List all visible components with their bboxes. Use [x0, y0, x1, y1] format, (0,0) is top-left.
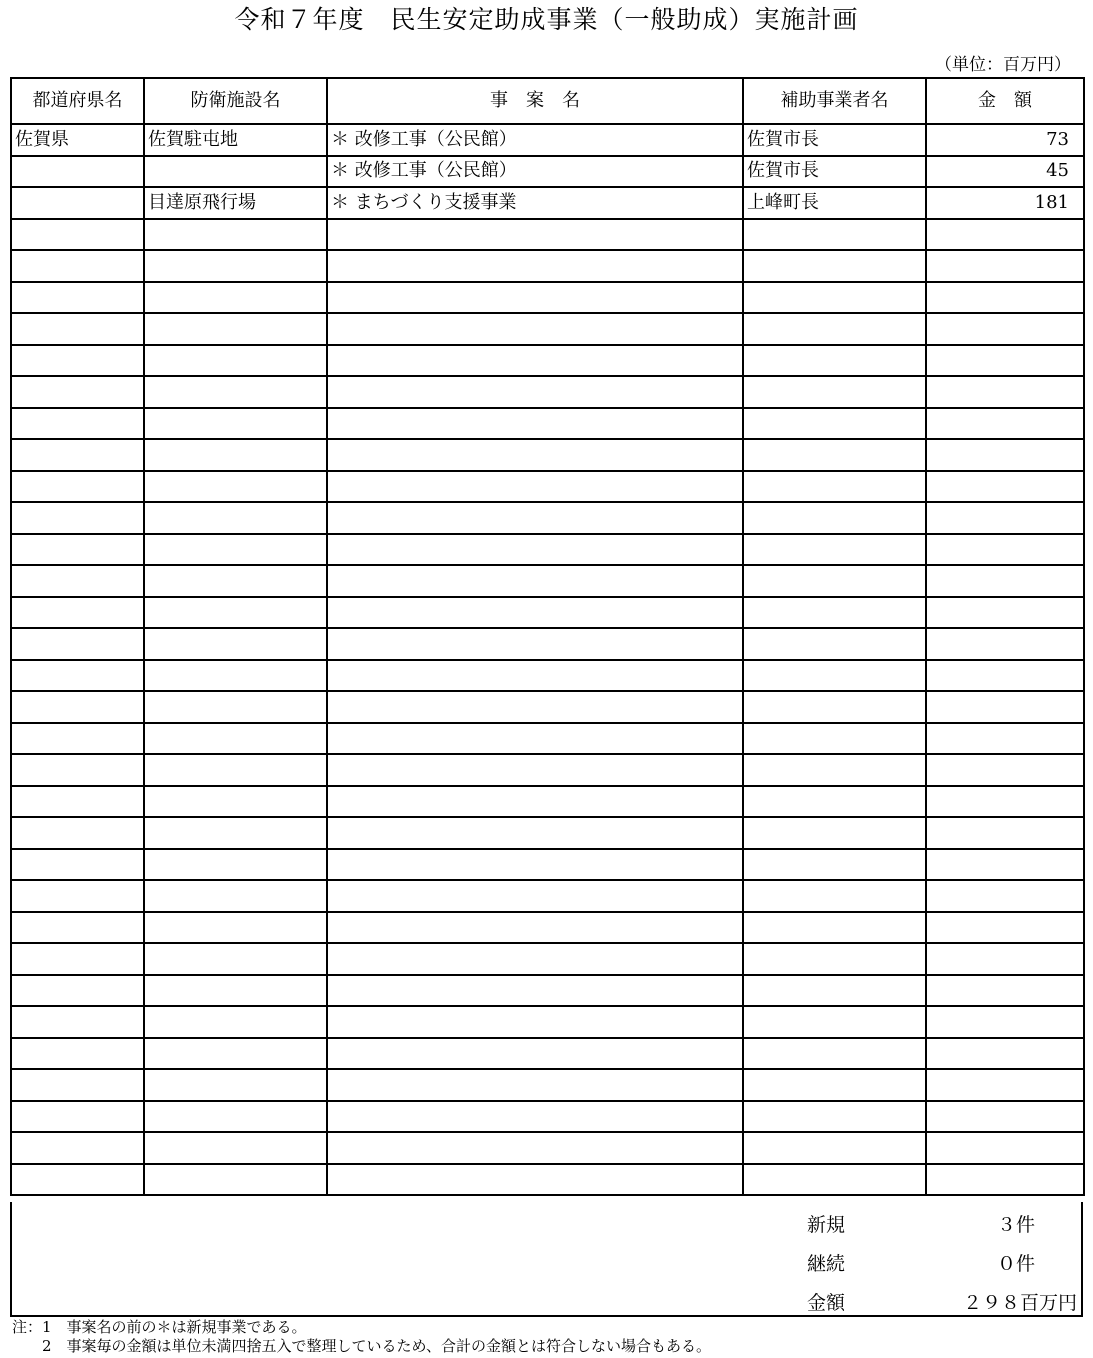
- empty-table-row: [11, 1101, 1084, 1133]
- empty-cell: [743, 880, 926, 912]
- empty-cell: [11, 849, 144, 881]
- footnote-2: 2 事案毎の金額は単位未満四捨五入で整理しているため、合計の金額とは符合しない場合もある。: [12, 1337, 711, 1355]
- empty-table-row: [11, 849, 1084, 881]
- empty-table-row: [11, 1006, 1084, 1038]
- empty-cell: [144, 439, 327, 471]
- empty-cell: [11, 439, 144, 471]
- header-facility: 防衛施設名: [144, 78, 327, 124]
- empty-cell: [327, 219, 743, 251]
- summary-new-value: ３件: [996, 1214, 1035, 1236]
- empty-cell: [926, 912, 1084, 944]
- cell-prefecture: 佐賀県: [11, 124, 144, 156]
- empty-cell: [327, 849, 743, 881]
- empty-cell: [11, 313, 144, 345]
- empty-cell: [743, 471, 926, 503]
- empty-cell: [743, 1164, 926, 1196]
- empty-cell: [743, 1132, 926, 1164]
- cell-facility: 目達原飛行場: [144, 187, 327, 219]
- cell-project: ＊ 改修工事（公民館）: [327, 156, 743, 188]
- empty-cell: [743, 1069, 926, 1101]
- empty-cell: [926, 282, 1084, 314]
- empty-cell: [743, 219, 926, 251]
- empty-cell: [327, 1038, 743, 1070]
- empty-cell: [11, 1069, 144, 1101]
- empty-table-row: [11, 943, 1084, 975]
- empty-cell: [743, 660, 926, 692]
- cell-operator: 佐賀市長: [743, 156, 926, 188]
- empty-cell: [926, 1069, 1084, 1101]
- empty-cell: [11, 471, 144, 503]
- empty-cell: [926, 250, 1084, 282]
- cell-amount: 181: [926, 187, 1084, 219]
- empty-cell: [327, 786, 743, 818]
- cell-prefecture: [11, 187, 144, 219]
- empty-cell: [327, 943, 743, 975]
- cell-project: ＊ まちづくり支援事業: [327, 187, 743, 219]
- empty-cell: [327, 376, 743, 408]
- empty-table-row: [11, 502, 1084, 534]
- empty-cell: [926, 565, 1084, 597]
- empty-cell: [327, 754, 743, 786]
- empty-cell: [926, 1132, 1084, 1164]
- empty-cell: [11, 502, 144, 534]
- empty-cell: [926, 628, 1084, 660]
- empty-cell: [327, 408, 743, 440]
- cell-amount: 45: [926, 156, 1084, 188]
- empty-cell: [144, 250, 327, 282]
- empty-cell: [743, 1038, 926, 1070]
- empty-cell: [327, 250, 743, 282]
- empty-cell: [11, 660, 144, 692]
- page-title: 令和７年度 民生安定助成事業（一般助成）実施計画: [234, 5, 859, 34]
- empty-cell: [743, 723, 926, 755]
- empty-cell: [144, 313, 327, 345]
- empty-cell: [144, 282, 327, 314]
- empty-cell: [144, 723, 327, 755]
- empty-cell: [926, 219, 1084, 251]
- empty-cell: [327, 1164, 743, 1196]
- empty-cell: [926, 975, 1084, 1007]
- cell-facility: [144, 156, 327, 188]
- empty-cell: [926, 534, 1084, 566]
- cell-operator: 上峰町長: [743, 187, 926, 219]
- empty-table-row: [11, 597, 1084, 629]
- empty-cell: [926, 723, 1084, 755]
- empty-table-row: [11, 691, 1084, 723]
- empty-cell: [926, 376, 1084, 408]
- cell-facility: 佐賀駐屯地: [144, 124, 327, 156]
- empty-table-row: [11, 1164, 1084, 1196]
- empty-cell: [926, 345, 1084, 377]
- empty-cell: [327, 1132, 743, 1164]
- table-row: [11, 187, 1084, 219]
- empty-cell: [11, 565, 144, 597]
- empty-cell: [327, 345, 743, 377]
- cell-project: ＊ 改修工事（公民館）: [327, 124, 743, 156]
- empty-cell: [144, 565, 327, 597]
- empty-cell: [327, 912, 743, 944]
- empty-table-row: [11, 628, 1084, 660]
- summary-new-row: [12, 1210, 1081, 1240]
- empty-cell: [327, 471, 743, 503]
- empty-cell: [144, 880, 327, 912]
- empty-cell: [11, 345, 144, 377]
- empty-cell: [743, 250, 926, 282]
- empty-cell: [926, 1038, 1084, 1070]
- empty-cell: [144, 1164, 327, 1196]
- empty-cell: [327, 723, 743, 755]
- empty-table-row: [11, 786, 1084, 818]
- empty-cell: [743, 849, 926, 881]
- empty-cell: [11, 880, 144, 912]
- footnotes: [12, 1318, 711, 1356]
- empty-table-row: [11, 1132, 1084, 1164]
- empty-cell: [743, 691, 926, 723]
- empty-cell: [743, 408, 926, 440]
- empty-cell: [327, 597, 743, 629]
- empty-cell: [144, 1038, 327, 1070]
- empty-cell: [11, 534, 144, 566]
- empty-cell: [926, 502, 1084, 534]
- empty-cell: [11, 408, 144, 440]
- empty-table-row: [11, 471, 1084, 503]
- empty-cell: [743, 628, 926, 660]
- empty-cell: [144, 691, 327, 723]
- empty-cell: [327, 817, 743, 849]
- summary-total-row: [12, 1288, 1081, 1318]
- empty-table-row: [11, 660, 1084, 692]
- summary-continued-label: 継続: [807, 1253, 846, 1275]
- header-amount: 金 額: [926, 78, 1084, 124]
- empty-cell: [144, 754, 327, 786]
- empty-cell: [926, 660, 1084, 692]
- empty-cell: [926, 471, 1084, 503]
- empty-cell: [11, 597, 144, 629]
- empty-table-row: [11, 219, 1084, 251]
- cell-operator: 佐賀市長: [743, 124, 926, 156]
- empty-cell: [11, 1101, 144, 1133]
- footnote-1: 注：1 事案名の前の＊は新規事業である。: [12, 1318, 307, 1336]
- empty-cell: [926, 1006, 1084, 1038]
- empty-cell: [144, 849, 327, 881]
- empty-cell: [743, 345, 926, 377]
- empty-cell: [327, 1006, 743, 1038]
- empty-cell: [926, 408, 1084, 440]
- summary-continued-row: [12, 1249, 1081, 1279]
- table-row: [11, 156, 1084, 188]
- empty-table-row: [11, 345, 1084, 377]
- empty-cell: [327, 975, 743, 1007]
- empty-cell: [926, 943, 1084, 975]
- empty-cell: [11, 1164, 144, 1196]
- empty-cell: [11, 1006, 144, 1038]
- empty-cell: [144, 408, 327, 440]
- empty-table-row: [11, 912, 1084, 944]
- header-operator: 補助事業者名: [743, 78, 926, 124]
- cell-prefecture: [11, 156, 144, 188]
- empty-cell: [926, 1164, 1084, 1196]
- empty-cell: [11, 754, 144, 786]
- empty-cell: [144, 1069, 327, 1101]
- empty-table-row: [11, 975, 1084, 1007]
- empty-cell: [743, 754, 926, 786]
- empty-cell: [144, 912, 327, 944]
- empty-table-row: [11, 1038, 1084, 1070]
- empty-cell: [11, 817, 144, 849]
- empty-cell: [743, 817, 926, 849]
- empty-cell: [144, 1006, 327, 1038]
- empty-cell: [327, 880, 743, 912]
- empty-cell: [327, 628, 743, 660]
- empty-cell: [327, 282, 743, 314]
- empty-cell: [11, 628, 144, 660]
- empty-cell: [144, 817, 327, 849]
- empty-cell: [743, 597, 926, 629]
- empty-table-row: [11, 723, 1084, 755]
- empty-cell: [926, 439, 1084, 471]
- empty-table-row: [11, 376, 1084, 408]
- empty-cell: [327, 1101, 743, 1133]
- summary-box: [10, 1202, 1083, 1317]
- cell-amount: 73: [926, 124, 1084, 156]
- empty-cell: [144, 219, 327, 251]
- empty-cell: [327, 534, 743, 566]
- empty-cell: [743, 376, 926, 408]
- empty-cell: [743, 786, 926, 818]
- empty-cell: [743, 912, 926, 944]
- empty-cell: [144, 660, 327, 692]
- empty-cell: [926, 754, 1084, 786]
- empty-table-row: [11, 1069, 1084, 1101]
- empty-cell: [11, 943, 144, 975]
- empty-cell: [144, 597, 327, 629]
- empty-cell: [926, 597, 1084, 629]
- plan-table: [10, 77, 1085, 1196]
- empty-cell: [144, 345, 327, 377]
- empty-cell: [144, 628, 327, 660]
- empty-cell: [144, 471, 327, 503]
- empty-table-row: [11, 282, 1084, 314]
- empty-cell: [144, 1132, 327, 1164]
- empty-cell: [144, 1101, 327, 1133]
- empty-cell: [926, 880, 1084, 912]
- empty-cell: [743, 1101, 926, 1133]
- empty-cell: [11, 786, 144, 818]
- empty-table-row: [11, 754, 1084, 786]
- empty-table-row: [11, 817, 1084, 849]
- empty-table-row: [11, 250, 1084, 282]
- empty-cell: [327, 565, 743, 597]
- header-row: [11, 78, 1084, 124]
- empty-cell: [144, 376, 327, 408]
- summary-new-label: 新規: [807, 1214, 846, 1236]
- empty-cell: [11, 975, 144, 1007]
- empty-cell: [144, 502, 327, 534]
- summary-total-label: 金額: [807, 1292, 846, 1314]
- empty-cell: [743, 534, 926, 566]
- empty-cell: [926, 313, 1084, 345]
- empty-table-row: [11, 880, 1084, 912]
- header-project: 事 案 名: [327, 78, 743, 124]
- empty-cell: [11, 376, 144, 408]
- header-prefecture: 都道府県名: [11, 78, 144, 124]
- empty-cell: [327, 502, 743, 534]
- empty-cell: [144, 534, 327, 566]
- table-row: [11, 124, 1084, 156]
- empty-cell: [327, 691, 743, 723]
- empty-table-row: [11, 313, 1084, 345]
- empty-cell: [743, 975, 926, 1007]
- empty-cell: [926, 1101, 1084, 1133]
- empty-cell: [743, 313, 926, 345]
- empty-table-row: [11, 565, 1084, 597]
- empty-cell: [144, 786, 327, 818]
- empty-cell: [11, 912, 144, 944]
- empty-cell: [327, 1069, 743, 1101]
- empty-cell: [926, 786, 1084, 818]
- summary-total-value: ２９８百万円: [962, 1292, 1077, 1314]
- empty-cell: [11, 691, 144, 723]
- empty-table-row: [11, 408, 1084, 440]
- empty-cell: [926, 849, 1084, 881]
- empty-cell: [743, 943, 926, 975]
- unit-label: （単位：百万円）: [935, 55, 1071, 75]
- empty-cell: [743, 565, 926, 597]
- empty-cell: [743, 1006, 926, 1038]
- empty-cell: [144, 943, 327, 975]
- empty-cell: [11, 1038, 144, 1070]
- empty-cell: [11, 723, 144, 755]
- empty-cell: [11, 219, 144, 251]
- empty-cell: [926, 817, 1084, 849]
- empty-cell: [743, 502, 926, 534]
- empty-cell: [926, 691, 1084, 723]
- empty-cell: [743, 439, 926, 471]
- empty-cell: [11, 1132, 144, 1164]
- empty-cell: [327, 660, 743, 692]
- empty-cell: [327, 439, 743, 471]
- empty-cell: [743, 282, 926, 314]
- empty-cell: [327, 313, 743, 345]
- summary-continued-value: ０件: [996, 1253, 1035, 1275]
- empty-table-row: [11, 439, 1084, 471]
- empty-cell: [11, 250, 144, 282]
- empty-cell: [11, 282, 144, 314]
- empty-table-row: [11, 534, 1084, 566]
- empty-cell: [144, 975, 327, 1007]
